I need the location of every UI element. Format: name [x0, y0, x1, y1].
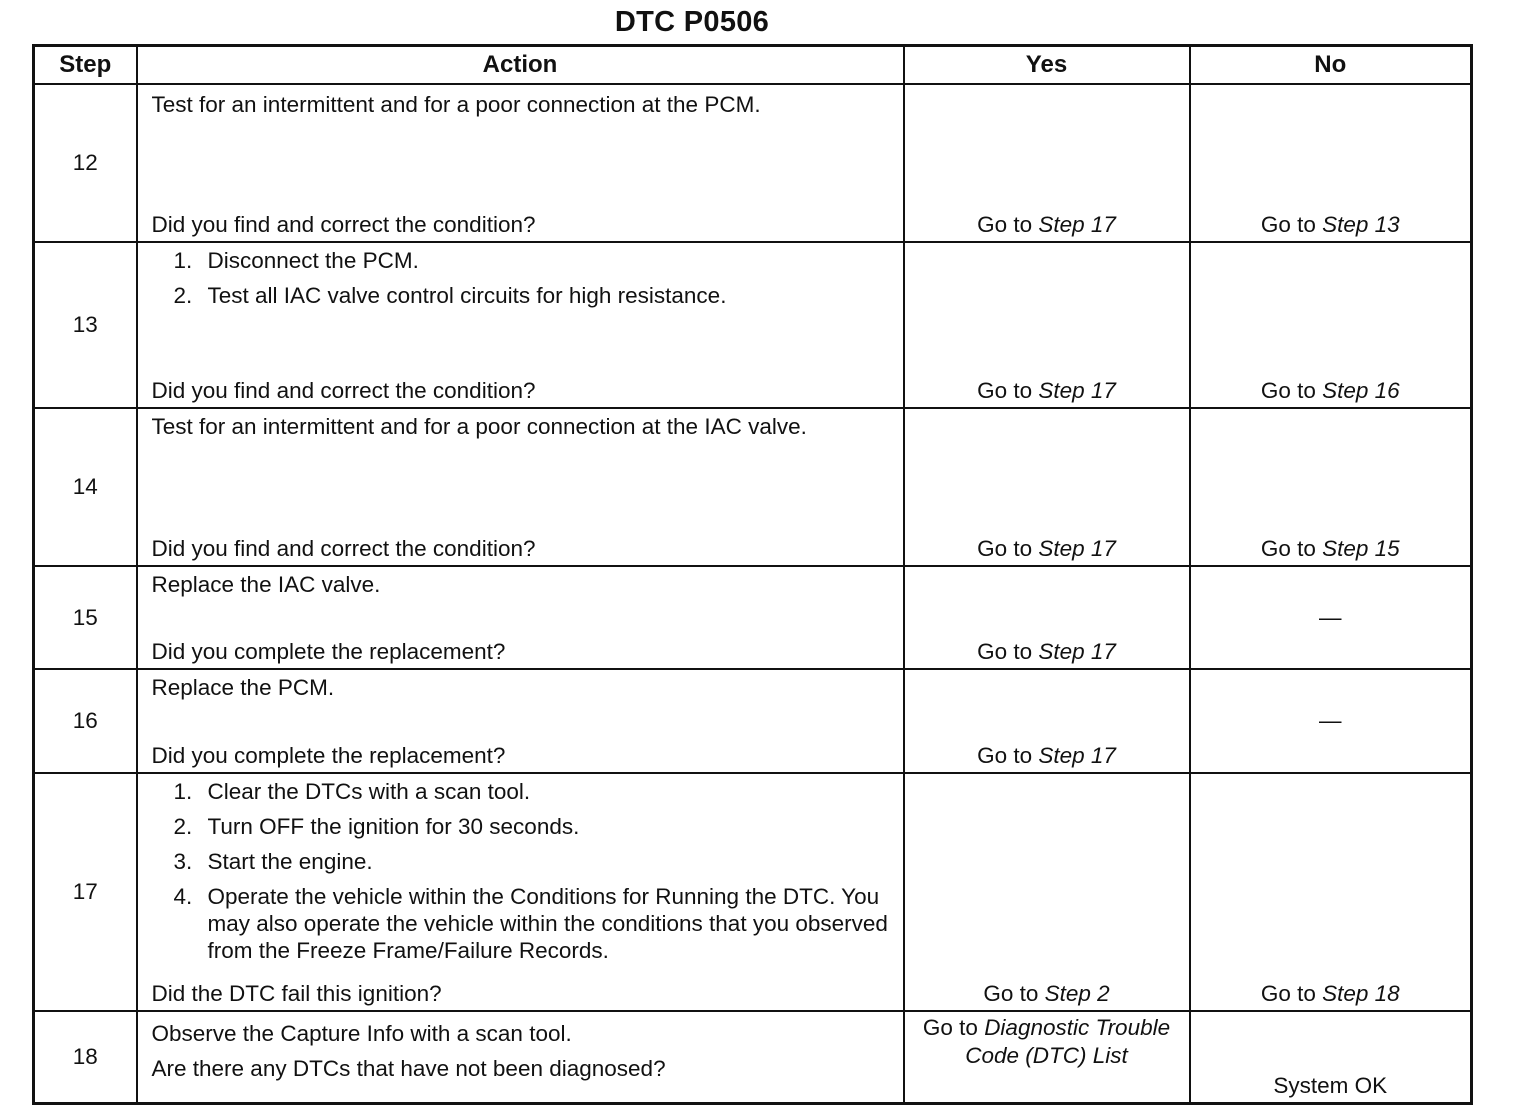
no-cell — [1190, 1011, 1472, 1104]
step-number: 13 — [34, 242, 137, 408]
no-cell — [1190, 773, 1472, 1011]
no-goto[interactable]: Go to Step 13 — [1260, 212, 1400, 237]
action-list-item: 1. Clear the DTCs with a scan tool. — [173, 779, 531, 804]
action-text: Observe the Capture Info with a scan tool. — [151, 1021, 572, 1046]
yes-cell — [904, 566, 1190, 669]
step-number: 18 — [34, 1011, 137, 1104]
table-row — [34, 408, 1472, 566]
yes-goto[interactable]: Go to Step 17 — [977, 212, 1116, 237]
no-goto[interactable]: Go to Step 18 — [1260, 981, 1400, 1006]
no-dash: — — [1319, 708, 1342, 733]
dtc-table — [32, 44, 1473, 1105]
step-number: 12 — [34, 84, 137, 242]
action-text: Test for an intermittent and for a poor connection at the IAC valve. — [151, 414, 807, 439]
action-cell — [137, 566, 904, 669]
action-list-item: 3. Start the engine. — [173, 849, 373, 874]
action-text: Replace the PCM. — [151, 675, 335, 700]
no-cell — [1190, 669, 1472, 773]
action-question: Are there any DTCs that have not been diagnosed? — [151, 1056, 666, 1081]
action-list-item: 2. Test all IAC valve control circuits for high resistance. — [173, 283, 727, 308]
no-cell — [1190, 408, 1472, 566]
no-cell — [1190, 242, 1472, 408]
no-goto[interactable]: Go to Step 15 — [1260, 536, 1400, 561]
yes-cell — [904, 669, 1190, 773]
header-action: Action — [137, 46, 904, 85]
action-text: Test for an intermittent and for a poor connection at the PCM. — [151, 92, 761, 117]
yes-cell — [904, 1011, 1190, 1104]
action-cell — [137, 408, 904, 566]
page-title: DTC P0506 — [614, 6, 770, 38]
action-question: Did you complete the replacement? — [151, 743, 506, 768]
header-row — [34, 46, 1472, 85]
action-list — [152, 247, 891, 309]
header-yes: Yes — [904, 46, 1190, 85]
no-goto[interactable]: Go to Step 16 — [1260, 378, 1400, 403]
yes-cell — [904, 773, 1190, 1011]
action-question: Did you find and correct the condition? — [151, 212, 536, 237]
no-dash: — — [1319, 604, 1342, 630]
yes-goto[interactable]: Go to Diagnostic Trouble Code (DTC) List — [922, 1015, 1171, 1068]
yes-goto[interactable]: Go to Step 17 — [977, 743, 1116, 768]
action-list-item: 2. Turn OFF the ignition for 30 seconds. — [173, 814, 580, 839]
action-text: Replace the IAC valve. — [151, 572, 381, 597]
step-number: 16 — [34, 669, 137, 773]
action-list — [152, 778, 891, 964]
action-question: Did you find and correct the condition? — [151, 536, 536, 561]
step-number: 14 — [34, 408, 137, 566]
action-cell — [137, 669, 904, 773]
yes-cell — [904, 84, 1190, 242]
table-row — [34, 1011, 1472, 1104]
action-cell — [137, 1011, 904, 1104]
action-cell — [137, 242, 904, 408]
yes-cell — [904, 242, 1190, 408]
yes-goto[interactable]: Go to Step 17 — [977, 639, 1116, 664]
yes-goto[interactable]: Go to Step 17 — [977, 378, 1116, 403]
yes-goto[interactable]: Go to Step 2 — [983, 981, 1110, 1006]
action-list-item: 1. Disconnect the PCM. — [173, 248, 419, 273]
table-row — [34, 669, 1472, 773]
action-cell — [137, 773, 904, 1011]
table-row — [34, 773, 1472, 1011]
header-step: Step — [34, 46, 137, 85]
table-row — [34, 566, 1472, 669]
header-no: No — [1190, 46, 1472, 85]
no-cell — [1190, 84, 1472, 242]
yes-goto[interactable]: Go to Step 17 — [977, 536, 1116, 561]
step-number: 15 — [34, 566, 137, 669]
action-list-item: 4. Operate the vehicle within the Conditions for Running the DTC. You may also operate the vehicle within the conditions that you observed from the Freeze Frame/Failure Records. — [173, 884, 888, 963]
yes-cell — [904, 408, 1190, 566]
no-system-ok: System OK — [1273, 1073, 1388, 1098]
no-cell — [1190, 566, 1472, 669]
table-row — [34, 242, 1472, 408]
table-row — [34, 84, 1472, 242]
action-question: Did you find and correct the condition? — [151, 378, 536, 403]
action-question: Did the DTC fail this ignition? — [151, 981, 442, 1006]
step-number: 17 — [34, 773, 137, 1011]
action-cell — [137, 84, 904, 242]
action-question: Did you complete the replacement? — [151, 639, 506, 664]
